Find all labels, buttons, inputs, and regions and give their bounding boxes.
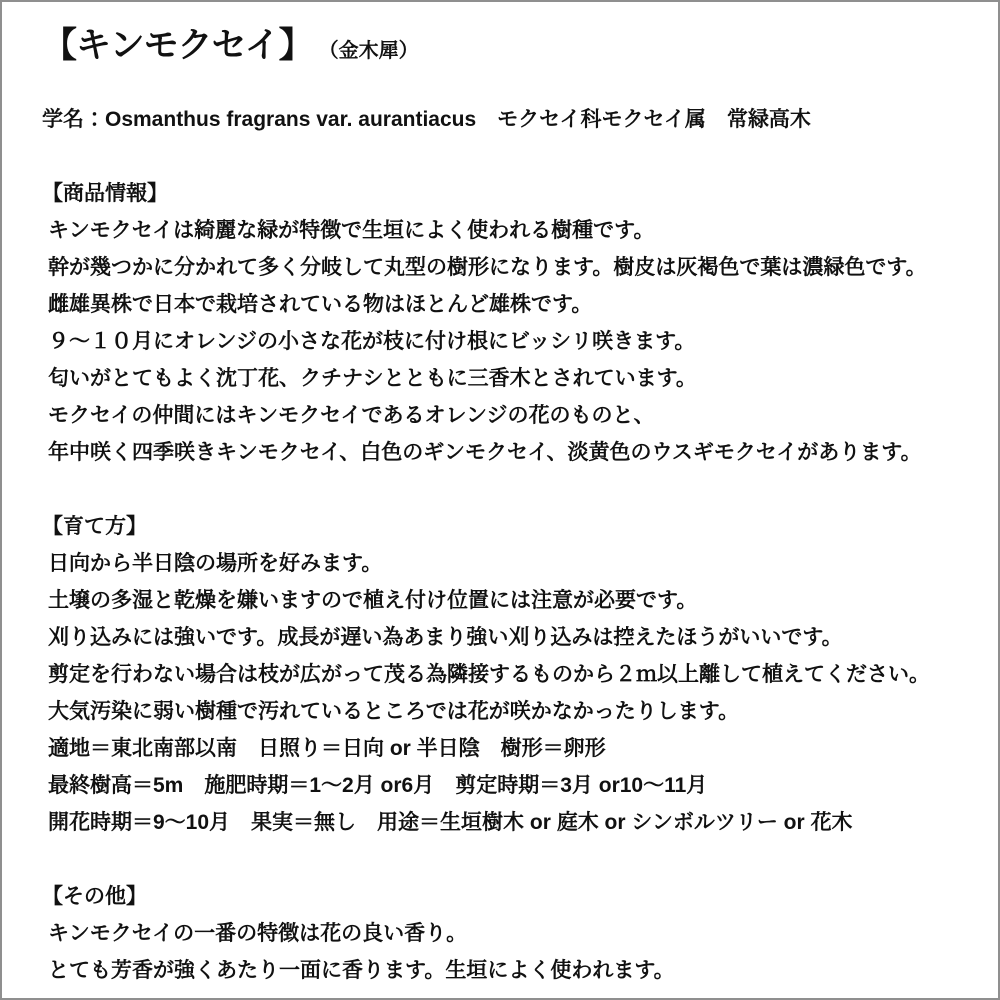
text-line: 剪定を行わない場合は枝が広がって茂る為隣接するものから２ｍ以上離して植えてください。 <box>48 663 930 686</box>
text-line: 開花時期＝9～10月 果実＝無し 用途＝生垣樹木 or 庭木 or シンボルツリー or 花木 <box>48 811 853 834</box>
text-line: 匂いがとてもよく沈丁花、クチナシとともに三香木とされています。 <box>48 367 697 390</box>
text-line: キンモクセイは綺麗な緑が特徴で生垣によく使われる樹種です。 <box>48 219 655 242</box>
text-line: 年中咲く四季咲きキンモクセイ、白色のギンモクセイ、淡黄色のウスギモクセイがあります。 <box>48 441 922 464</box>
section-care-guide <box>42 508 960 841</box>
section-product-info <box>42 175 960 471</box>
text-line: 土壌の多湿と乾燥を嫌いますので植え付け位置には注意が必要です。 <box>48 589 698 612</box>
text-line: ９～１０月にオレンジの小さな花が枝に付け根にビッシリ咲きます。 <box>48 330 696 353</box>
section-other-notes <box>42 878 960 989</box>
section-other-notes-header: 【その他】 <box>42 885 147 908</box>
section-product-info-header: 【商品情報】 <box>42 182 168 205</box>
section-care-guide-header: 【育て方】 <box>42 515 147 538</box>
text-line: 雌雄異株で日本で栽培されている物はほとんど雄株です。 <box>48 293 593 316</box>
page-title <box>42 22 960 77</box>
plant-name-kanji-reading: （金木犀） <box>328 40 419 62</box>
text-line: 適地＝東北南部以南 日照り＝日向 or 半日陰 樹形＝卵形 <box>48 737 606 760</box>
text-line: 最終樹高＝5m 施肥時期＝1～2月 or6月 剪定時期＝3月 or10～11月 <box>48 774 708 797</box>
plant-name-title: 【キンモクセイ】 <box>42 26 313 65</box>
text-line: 日向から半日陰の場所を好みます。 <box>48 552 383 575</box>
text-line: 大気汚染に弱い樹種で汚れているところでは花が咲かなかったりします。 <box>48 700 740 723</box>
text-line: キンモクセイの一番の特徴は花の良い香り。 <box>48 922 468 945</box>
text-line: 幹が幾つかに分かれて多く分岐して丸型の樹形になります。樹皮は灰褐色で葉は濃緑色です。 <box>48 256 927 279</box>
text-line: 刈り込みには強いです。成長が遅い為あまり強い刈り込みは控えたほうがいいです。 <box>48 626 843 649</box>
text-line: モクセイの仲間にはキンモクセイであるオレンジの花のものと、 <box>48 404 655 427</box>
scientific-name-line: 学名：Osmanthus fragrans var. aurantiacus モクセイ科モクセイ属 常緑高木 <box>42 108 811 131</box>
text-line: とても芳香が強くあたり一面に香ります。生垣によく使われます。 <box>48 959 675 982</box>
